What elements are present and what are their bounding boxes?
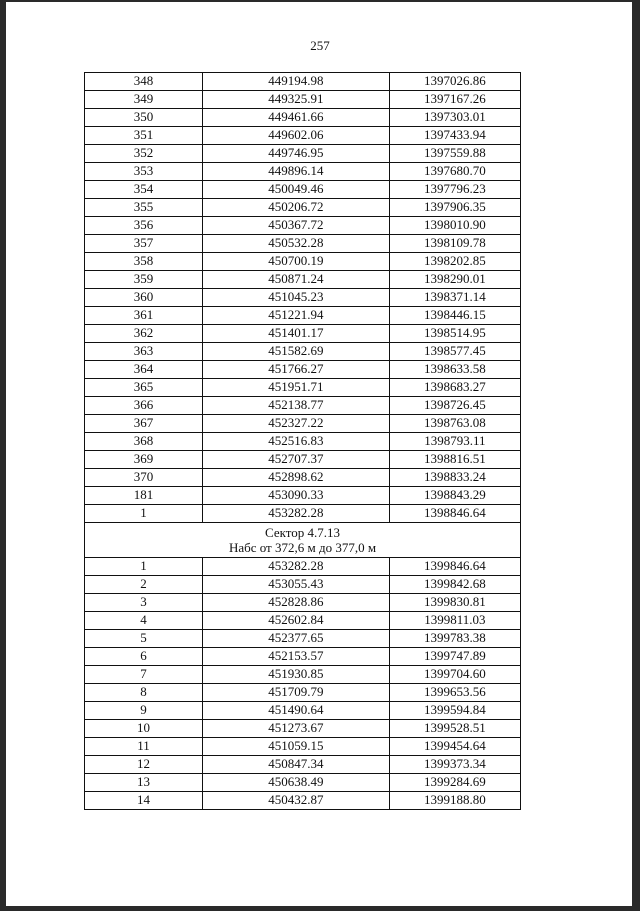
x-coordinate-cell: 452153.57 (203, 648, 390, 666)
x-coordinate-cell: 453282.28 (203, 558, 390, 576)
point-number-cell: 359 (85, 271, 203, 289)
y-coordinate-cell: 1399188.80 (389, 792, 520, 810)
page-number: 257 (310, 38, 330, 53)
point-number-cell: 362 (85, 325, 203, 343)
point-number-cell: 365 (85, 379, 203, 397)
y-coordinate-cell: 1399528.51 (389, 720, 520, 738)
y-coordinate-cell: 1398577.45 (389, 343, 520, 361)
point-number-cell: 1 (85, 558, 203, 576)
x-coordinate-cell: 452138.77 (203, 397, 390, 415)
table-row (85, 558, 521, 576)
x-coordinate-cell: 449746.95 (203, 145, 390, 163)
x-coordinate-cell: 452516.83 (203, 433, 390, 451)
x-coordinate-cell: 452707.37 (203, 451, 390, 469)
point-number-cell: 354 (85, 181, 203, 199)
y-coordinate-cell: 1399653.56 (389, 684, 520, 702)
table-row (85, 666, 521, 684)
x-coordinate-cell: 450700.19 (203, 253, 390, 271)
table-row (85, 415, 521, 433)
table-row (85, 451, 521, 469)
x-coordinate-cell: 449602.06 (203, 127, 390, 145)
point-number-cell: 350 (85, 109, 203, 127)
y-coordinate-cell: 1399454.64 (389, 738, 520, 756)
x-coordinate-cell: 451045.23 (203, 289, 390, 307)
x-coordinate-cell: 450871.24 (203, 271, 390, 289)
point-number-cell: 10 (85, 720, 203, 738)
table-row (85, 253, 521, 271)
y-coordinate-cell: 1397433.94 (389, 127, 520, 145)
point-number-cell: 352 (85, 145, 203, 163)
table-row (85, 774, 521, 792)
y-coordinate-cell: 1397796.23 (389, 181, 520, 199)
table-row (85, 361, 521, 379)
table-row (85, 343, 521, 361)
x-coordinate-cell: 451059.15 (203, 738, 390, 756)
point-number-cell: 12 (85, 756, 203, 774)
point-number-cell: 181 (85, 487, 203, 505)
y-coordinate-cell: 1398726.45 (389, 397, 520, 415)
table-row (85, 271, 521, 289)
x-coordinate-cell: 452828.86 (203, 594, 390, 612)
table-row (85, 792, 521, 810)
x-coordinate-cell: 449896.14 (203, 163, 390, 181)
table-row (85, 684, 521, 702)
y-coordinate-cell: 1398202.85 (389, 253, 520, 271)
y-coordinate-cell: 1397680.70 (389, 163, 520, 181)
table-row (85, 325, 521, 343)
point-number-cell: 355 (85, 199, 203, 217)
y-coordinate-cell: 1397906.35 (389, 199, 520, 217)
y-coordinate-cell: 1399842.68 (389, 576, 520, 594)
y-coordinate-cell: 1398683.27 (389, 379, 520, 397)
point-number-cell: 366 (85, 397, 203, 415)
table-row (85, 738, 521, 756)
table-row (85, 73, 521, 91)
point-number-cell: 370 (85, 469, 203, 487)
table-row (85, 630, 521, 648)
x-coordinate-cell: 451951.71 (203, 379, 390, 397)
table-body-upper (85, 73, 521, 523)
y-coordinate-cell: 1398833.24 (389, 469, 520, 487)
x-coordinate-cell: 453090.33 (203, 487, 390, 505)
y-coordinate-cell: 1398763.08 (389, 415, 520, 433)
y-coordinate-cell: 1398846.64 (389, 505, 520, 523)
table-row (85, 594, 521, 612)
x-coordinate-cell: 449194.98 (203, 73, 390, 91)
y-coordinate-cell: 1398843.29 (389, 487, 520, 505)
y-coordinate-cell: 1399830.81 (389, 594, 520, 612)
point-number-cell: 349 (85, 91, 203, 109)
point-number-cell: 363 (85, 343, 203, 361)
point-number-cell: 11 (85, 738, 203, 756)
y-coordinate-cell: 1397559.88 (389, 145, 520, 163)
section-title: Сектор 4.7.13 (264, 525, 340, 540)
point-number-cell: 348 (85, 73, 203, 91)
section-header-cell (85, 523, 521, 558)
point-number-cell: 3 (85, 594, 203, 612)
x-coordinate-cell: 451582.69 (203, 343, 390, 361)
x-coordinate-cell: 450206.72 (203, 199, 390, 217)
x-coordinate-cell: 450847.34 (203, 756, 390, 774)
y-coordinate-cell: 1398109.78 (389, 235, 520, 253)
x-coordinate-cell: 450532.28 (203, 235, 390, 253)
table-row (85, 756, 521, 774)
y-coordinate-cell: 1398514.95 (389, 325, 520, 343)
point-number-cell: 2 (85, 576, 203, 594)
x-coordinate-cell: 449461.66 (203, 109, 390, 127)
coordinates-table (84, 72, 521, 810)
point-number-cell: 14 (85, 792, 203, 810)
y-coordinate-cell: 1399704.60 (389, 666, 520, 684)
y-coordinate-cell: 1399783.38 (389, 630, 520, 648)
table-row (85, 199, 521, 217)
point-number-cell: 13 (85, 774, 203, 792)
x-coordinate-cell: 450432.87 (203, 792, 390, 810)
point-number-cell: 356 (85, 217, 203, 235)
table-row (85, 181, 521, 199)
x-coordinate-cell: 450367.72 (203, 217, 390, 235)
table-row (85, 307, 521, 325)
point-number-cell: 368 (85, 433, 203, 451)
y-coordinate-cell: 1399811.03 (389, 612, 520, 630)
table-row (85, 379, 521, 397)
y-coordinate-cell: 1397303.01 (389, 109, 520, 127)
table-row (85, 235, 521, 253)
y-coordinate-cell: 1398371.14 (389, 289, 520, 307)
x-coordinate-cell: 453055.43 (203, 576, 390, 594)
x-coordinate-cell: 451221.94 (203, 307, 390, 325)
table-row (85, 217, 521, 235)
y-coordinate-cell: 1399747.89 (389, 648, 520, 666)
section-header-body (85, 523, 521, 558)
table-body-lower (85, 558, 521, 810)
table-row (85, 289, 521, 307)
x-coordinate-cell: 451490.64 (203, 702, 390, 720)
x-coordinate-cell: 452377.65 (203, 630, 390, 648)
table-row (85, 720, 521, 738)
point-number-cell: 353 (85, 163, 203, 181)
y-coordinate-cell: 1398446.15 (389, 307, 520, 325)
table-row (85, 505, 521, 523)
section-header-row (85, 523, 521, 558)
table-row (85, 576, 521, 594)
x-coordinate-cell: 451401.17 (203, 325, 390, 343)
y-coordinate-cell: 1398633.58 (389, 361, 520, 379)
point-number-cell: 357 (85, 235, 203, 253)
point-number-cell: 369 (85, 451, 203, 469)
point-number-cell: 364 (85, 361, 203, 379)
table-row (85, 145, 521, 163)
point-number-cell: 6 (85, 648, 203, 666)
table-row (85, 702, 521, 720)
y-coordinate-cell: 1398290.01 (389, 271, 520, 289)
y-coordinate-cell: 1399373.34 (389, 756, 520, 774)
point-number-cell: 358 (85, 253, 203, 271)
y-coordinate-cell: 1398010.90 (389, 217, 520, 235)
x-coordinate-cell: 452327.22 (203, 415, 390, 433)
table-row (85, 397, 521, 415)
y-coordinate-cell: 1397026.86 (389, 73, 520, 91)
point-number-cell: 8 (85, 684, 203, 702)
y-coordinate-cell: 1399846.64 (389, 558, 520, 576)
table-row (85, 127, 521, 145)
table-row (85, 469, 521, 487)
x-coordinate-cell: 451930.85 (203, 666, 390, 684)
point-number-cell: 9 (85, 702, 203, 720)
y-coordinate-cell: 1398793.11 (389, 433, 520, 451)
x-coordinate-cell: 453282.28 (203, 505, 390, 523)
table-row (85, 433, 521, 451)
x-coordinate-cell: 449325.91 (203, 91, 390, 109)
point-number-cell: 351 (85, 127, 203, 145)
table-row (85, 163, 521, 181)
x-coordinate-cell: 450638.49 (203, 774, 390, 792)
point-number-cell: 4 (85, 612, 203, 630)
point-number-cell: 367 (85, 415, 203, 433)
point-number-cell: 360 (85, 289, 203, 307)
table-row (85, 648, 521, 666)
table-row (85, 612, 521, 630)
y-coordinate-cell: 1399284.69 (389, 774, 520, 792)
x-coordinate-cell: 452898.62 (203, 469, 390, 487)
y-coordinate-cell: 1398816.51 (389, 451, 520, 469)
y-coordinate-cell: 1397167.26 (389, 91, 520, 109)
x-coordinate-cell: 450049.46 (203, 181, 390, 199)
y-coordinate-cell: 1399594.84 (389, 702, 520, 720)
point-number-cell: 7 (85, 666, 203, 684)
x-coordinate-cell: 452602.84 (203, 612, 390, 630)
point-number-cell: 361 (85, 307, 203, 325)
x-coordinate-cell: 451766.27 (203, 361, 390, 379)
x-coordinate-cell: 451709.79 (203, 684, 390, 702)
point-number-cell: 1 (85, 505, 203, 523)
point-number-cell: 5 (85, 630, 203, 648)
table-row (85, 487, 521, 505)
section-subtitle: Набс от 372,6 м до 377,0 м (228, 540, 377, 555)
table-row (85, 91, 521, 109)
x-coordinate-cell: 451273.67 (203, 720, 390, 738)
table-row (85, 109, 521, 127)
